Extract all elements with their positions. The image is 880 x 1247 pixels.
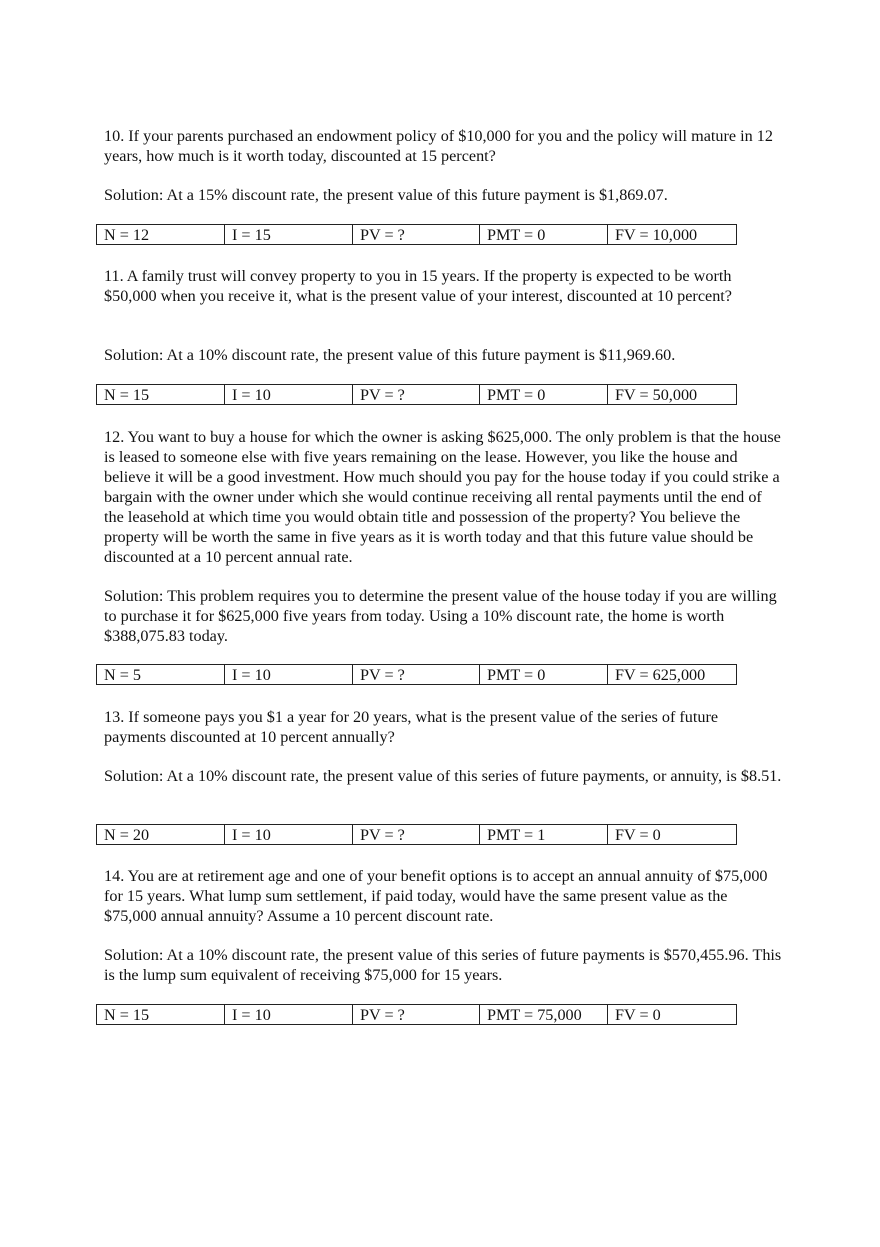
problem-13 [104, 707, 784, 785]
calculator-inputs-table [96, 664, 737, 685]
pv-cell: PV = ? [353, 825, 480, 845]
fv-cell: FV = 0 [608, 825, 737, 845]
n-cell: N = 5 [97, 665, 225, 685]
table-row [97, 825, 737, 845]
n-cell: N = 15 [97, 1005, 225, 1025]
pv-cell: PV = ? [353, 385, 480, 405]
fv-cell: FV = 625,000 [608, 665, 737, 685]
n-cell: N = 15 [97, 385, 225, 405]
n-cell: N = 12 [97, 225, 225, 245]
solution-text: Solution: This problem requires you to determine the present value of the house today if you are willing to purchase it for $625,000 five years from today. Using a 10% discount rate, the home is worth $388,075.83 today. [104, 587, 777, 645]
i-cell: I = 10 [225, 665, 353, 685]
pmt-cell: PMT = 0 [480, 385, 608, 405]
solution-text: Solution: At a 10% discount rate, the present value of this series of future payments is $570,455.96. This is the lump sum equivalent of receiving $75,000 for 15 years. [104, 946, 782, 984]
problem-14 [104, 866, 784, 984]
question-text: 11. A family trust will convey property to you in 15 years. If the property is expected to be worth $50,000 when you receive it, what is the present value of your interest, discounted at 10 percent? [104, 267, 732, 305]
problem-12 [104, 427, 784, 645]
solution-text: Solution: At a 10% discount rate, the present value of this series of future payments, or annuity, is $8.51. [104, 767, 782, 785]
fv-cell: FV = 10,000 [608, 225, 737, 245]
table-row [97, 665, 737, 685]
calculator-inputs-table [96, 384, 737, 405]
problem-11 [104, 266, 784, 364]
calculator-inputs-table [96, 1004, 737, 1025]
pv-cell: PV = ? [353, 1005, 480, 1025]
question-text: 12. You want to buy a house for which the owner is asking $625,000. The only problem is that the house is leased to someone else with five years remaining on the lease. However, you like the house and believe it will be a good investment. How much should you pay for the house today if you could strike a bargain with the owner under which she would continue receiving all rental payments until the end of the leasehold at which time you would obtain title and possession of the property? You believe the property will be worth the same in five years as it is worth today and that this future value should be discounted at a 10 percent annual rate. [104, 428, 781, 566]
pmt-cell: PMT = 75,000 [480, 1005, 608, 1025]
question-text: 14. You are at retirement age and one of your benefit options is to accept an annual annuity of $75,000 for 15 years. What lump sum settlement, if paid today, would have the same present value as the $75,000 annual annuity? Assume a 10 percent discount rate. [104, 867, 768, 925]
pv-cell: PV = ? [353, 665, 480, 685]
calculator-inputs-table [96, 224, 737, 245]
question-text: 13. If someone pays you $1 a year for 20 years, what is the present value of the series of future payments discounted at 10 percent annually? [104, 708, 719, 746]
solution-text: Solution: At a 10% discount rate, the present value of this future payment is $11,969.60. [104, 346, 676, 364]
pmt-cell: PMT = 0 [480, 225, 608, 245]
i-cell: I = 10 [225, 385, 353, 405]
fv-cell: FV = 0 [608, 1005, 737, 1025]
pmt-cell: PMT = 0 [480, 665, 608, 685]
table-row [97, 1005, 737, 1025]
i-cell: I = 15 [225, 225, 353, 245]
pv-cell: PV = ? [353, 225, 480, 245]
i-cell: I = 10 [225, 1005, 353, 1025]
calculator-inputs-table [96, 824, 737, 845]
pmt-cell: PMT = 1 [480, 825, 608, 845]
i-cell: I = 10 [225, 825, 353, 845]
solution-text: Solution: At a 15% discount rate, the present value of this future payment is $1,869.07. [104, 186, 668, 204]
table-row [97, 385, 737, 405]
n-cell: N = 20 [97, 825, 225, 845]
fv-cell: FV = 50,000 [608, 385, 737, 405]
problem-10 [104, 126, 784, 204]
question-text: 10. If your parents purchased an endowment policy of $10,000 for you and the policy will mature in 12 years, how much is it worth today, discounted at 15 percent? [104, 127, 773, 165]
table-row [97, 225, 737, 245]
